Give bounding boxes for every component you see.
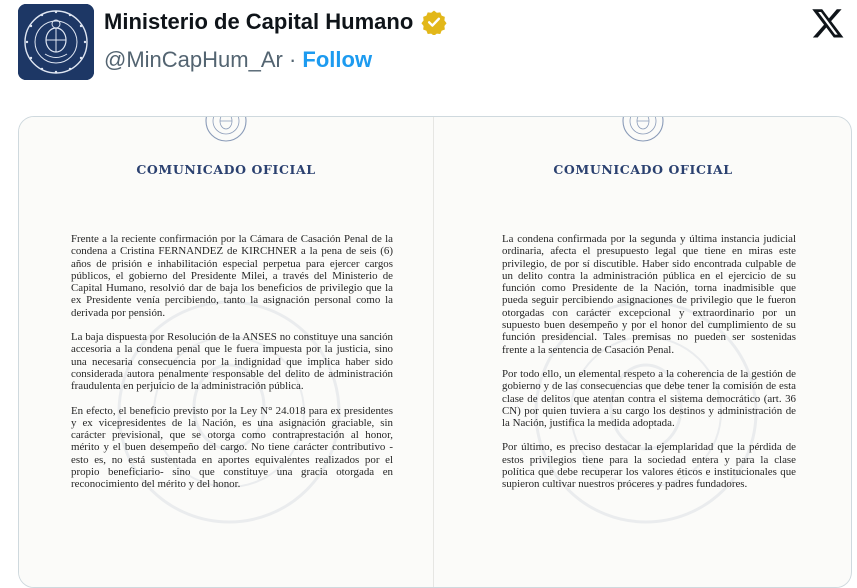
paragraph: La baja dispuesta por Resolución de la ANSES no constituye una sanción accesoria a la condena penal que le fuera impuesta por la justicia, sino una necesaria consecuencia por la indignidad que implica haber sido considerada autora penalmente responsable del delito de administración fraudulenta en perjuicio de la administración pública.	[71, 331, 393, 393]
media-attachment[interactable]	[18, 116, 852, 588]
ministry-seal-logo	[18, 4, 94, 80]
paragraph: Por último, es preciso destacar la ejemplaridad que la pérdida de estos privilegios tiene para la sociedad entera y para la clase política que debe recuperar los valores éticos e institucionales que supieron cultivar nuestros próceres y padres fundadores.	[502, 441, 796, 491]
follow-button[interactable]: Follow	[302, 47, 373, 72]
document-body	[502, 233, 796, 503]
paragraph: En efecto, el beneficio previsto por la Ley N° 24.018 para ex presidentes y ex vicepresidentes de la Nación, es una asignación graciable, sin carácter previsional, que se otorga como contraprestación al honor, mérito y el buen desempeño del cargo. No tiene carácter contributivo -esto es, no está sustentada en aportes equivalentes realizados por el propio beneficiario- sino que constituye una gracia otorgada en reconocimiento del mérito y del honor.	[71, 404, 393, 491]
separator-dot: ·	[288, 47, 297, 72]
paragraph: Frente a la reciente confirmación por la Cámara de Casación Penal de la condena a Cristina FERNANDEZ de KIRCHNER a la pena de seis (6) años de prisión e inhabilitación especial perpetua para ejercer cargos públicos, el gobierno del Presidente Milei, a través del Ministerio de Capital Humano, resolvió dar de baja los beneficios de privilegio que la ex Presidente venía percibiendo, tanto la asignación personal como la derivada por pensión.	[71, 233, 393, 319]
document-title: COMUNICADO OFICIAL	[136, 162, 316, 177]
document-page-right[interactable]	[436, 117, 850, 587]
document-body	[71, 233, 393, 503]
paragraph: Por todo ello, un elemental respeto a la coherencia de la gestión de gobierno y de las consecuencias que debe tener la comisión de esta clase de delitos que atentan contra el sistema democrático (art. 36 CN) por quien tuviera a su cargo los destinos y administración de la Nación, justifica la medida adoptada.	[502, 367, 796, 430]
seal-icon	[200, 116, 252, 145]
document-title: COMUNICADO OFICIAL	[553, 162, 733, 177]
account-name-row[interactable]	[104, 9, 447, 35]
handle-row	[104, 47, 372, 73]
verified-badge-icon	[421, 9, 447, 35]
paragraph: La condena confirmada por la segunda y última instancia judicial ordinaria, afecta el presupuesto legal que tiene en miras este privilegio, de por sí discutible. Haber sido encontrada culpable de un delito contra la administración pública en el ejercicio de su función como Presidente de la Nación, torna inadmisible que pueda seguir percibiendo asignaciones de privilegio que le fueron otorgadas con carácter excepcional y extraordinario por un supuesto buen desempeño y por el honor del cumplimiento de su función presidencial. Tales premisas no pueden ser sostenidas frente a la sentencia de Casación Penal.	[502, 233, 796, 356]
account-name[interactable]: Ministerio de Capital Humano	[104, 9, 414, 34]
x-logo-icon[interactable]	[811, 6, 845, 40]
document-page-left[interactable]	[19, 117, 434, 587]
account-handle[interactable]: @MinCapHum_Ar	[104, 47, 283, 72]
avatar[interactable]	[18, 4, 94, 80]
seal-icon	[617, 116, 669, 145]
